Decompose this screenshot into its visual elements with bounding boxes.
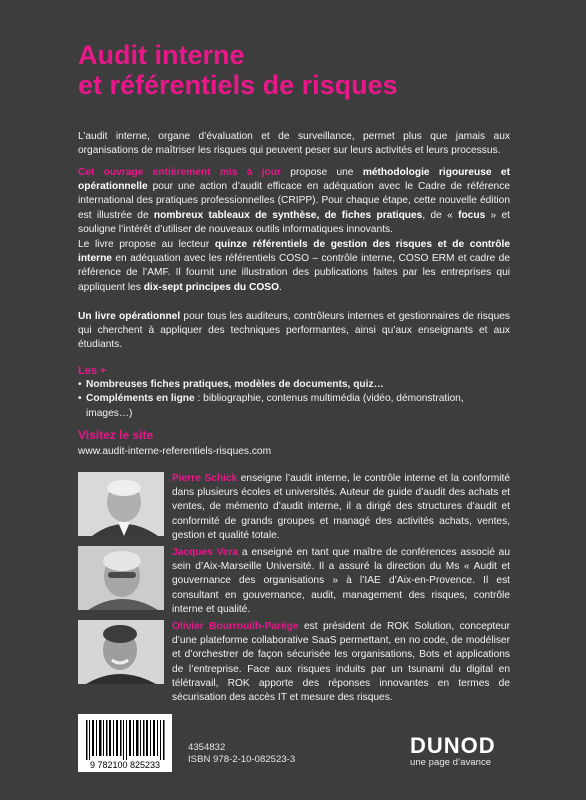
plus-item-1: Nombreuses fiches pratiques, modèles de documents, quiz…	[86, 379, 384, 391]
isbn-block	[188, 742, 295, 766]
book-title	[78, 40, 548, 100]
website-heading: Visitez le site	[78, 428, 154, 442]
text-run: en adéquation avec les référentiels COSO – contrôle interne, COSO ERM et cadre de référence de l’AMF. Il fournit une illustration des publications faites par les entreprises qui appliquent les	[78, 253, 510, 293]
plus-section	[78, 364, 510, 421]
bullet-icon: •	[78, 393, 82, 405]
author-name: Jacques Vera	[172, 547, 239, 558]
title-line-1: Audit interne	[78, 40, 245, 70]
author-name: Olivier Bourrouilh-Parège	[172, 621, 299, 632]
publisher-logo	[410, 735, 496, 768]
text-run: est président de ROK Solution, concepteur d’une plateforme collaborative SaaS permettant, en no code, de modéliser et d’orchestrer de façon sécurisée les organisations, Bots et applications de l’entreprise. Face aux risques induits par un tsunami du digital en télétravail, ROK apporte des réponses innovantes en termes de sécurisation des accès IT et mesure des risques.	[172, 621, 510, 704]
plus-item-2	[86, 392, 510, 420]
text-run: .	[279, 281, 282, 293]
text-run: Le livre propose au lecteur	[78, 239, 215, 250]
text-run: propose une	[280, 167, 363, 178]
text-run: » et souligne l’intérêt d’utiliser de nouveaux outils informatiques innovants.	[78, 209, 510, 235]
barcode-digits: 9 782100 825233	[89, 760, 161, 770]
author-bio	[172, 620, 510, 705]
text-run: pour une action d’audit efficace en adéquation avec le Cadre de référence international des pratiques professionnelles (CRIPP). Pour chaque étape, cette nouvelle édition est illustrée de	[78, 181, 510, 221]
audience-paragraph	[78, 310, 510, 353]
publisher-name: DUNOD	[410, 733, 496, 758]
bold-run: nombreux tableaux de synthèse, de fiches pratiques	[153, 209, 423, 221]
bold-run: Compléments en ligne	[86, 393, 195, 405]
intro-paragraph: L’audit interne, organe d’évaluation et de surveillance, permet plus que jamais aux organisations de maîtriser les risques qui peuvent peser sur leurs activités et leurs processus.	[78, 131, 510, 157]
author-bio	[172, 546, 510, 617]
author-photo	[78, 546, 164, 610]
list-item	[78, 392, 510, 420]
text-run: pour tous les auditeurs, contrôleurs internes et gestionnaires de risques qui cherchent à appliquer des techniques performantes, ainsi qu’aux enseignants et aux étudiants.	[78, 311, 510, 351]
barcode-bars	[78, 714, 172, 772]
updated-highlight: Cet ouvrage entièrement mis à jour	[78, 167, 281, 178]
bold-run: dix-sept principes du COSO	[143, 281, 279, 293]
product-code: 4354832	[188, 742, 226, 753]
website-section	[78, 428, 271, 457]
author-bio	[172, 472, 510, 543]
publisher-tagline: une page d’avance	[410, 757, 492, 768]
text-run: enseigne l’audit interne, le contrôle interne et la conformité dans plusieurs écoles et universités. Auteur de guide d’audit des achats et ventes, de mémento d’audit interne, il a dirigé des structures d’audit et conformité de grands groupes et managé des activités achats, ventes, gestion et qualité totale.	[172, 473, 510, 541]
list-item	[78, 378, 510, 392]
bold-run: quinze référentiels de gestion des risques et de contrôle interne	[78, 239, 510, 265]
bullet-icon: •	[78, 379, 82, 391]
barcode	[78, 714, 172, 772]
method-paragraph	[78, 166, 510, 237]
author-name: Pierre Schick	[172, 473, 238, 484]
website-link[interactable]: www.audit-interne-referentiels-risques.com	[78, 446, 272, 457]
isbn-number: ISBN 978-2-10-082523-3	[188, 754, 296, 765]
bold-run: méthodologie rigoureuse et opérationnelle	[78, 167, 510, 193]
frameworks-paragraph	[78, 238, 510, 295]
title-line-2: et référentiels de risques	[78, 70, 398, 100]
author-photo	[78, 472, 164, 536]
text-run: : bibliographie, contenus multimédia (vidéo, démonstration, images…)	[86, 393, 464, 419]
text-run: , de «	[422, 209, 459, 221]
author-photo	[78, 620, 164, 684]
text-run: a enseigné en tant que maître de conférences associé au sein d’Aix-Marseille Université. Il a assuré la direction du Ms « Audit et gouvernance des organisations » à l’IAE d’Aix-en-Provence. Il est consultant en gouvernance, audit, management des risques, contrôle interne et qualité.	[172, 547, 511, 615]
bold-run: Un livre opérationnel	[78, 311, 181, 322]
bold-run: focus	[458, 209, 486, 221]
plus-heading: Les +	[78, 365, 107, 377]
